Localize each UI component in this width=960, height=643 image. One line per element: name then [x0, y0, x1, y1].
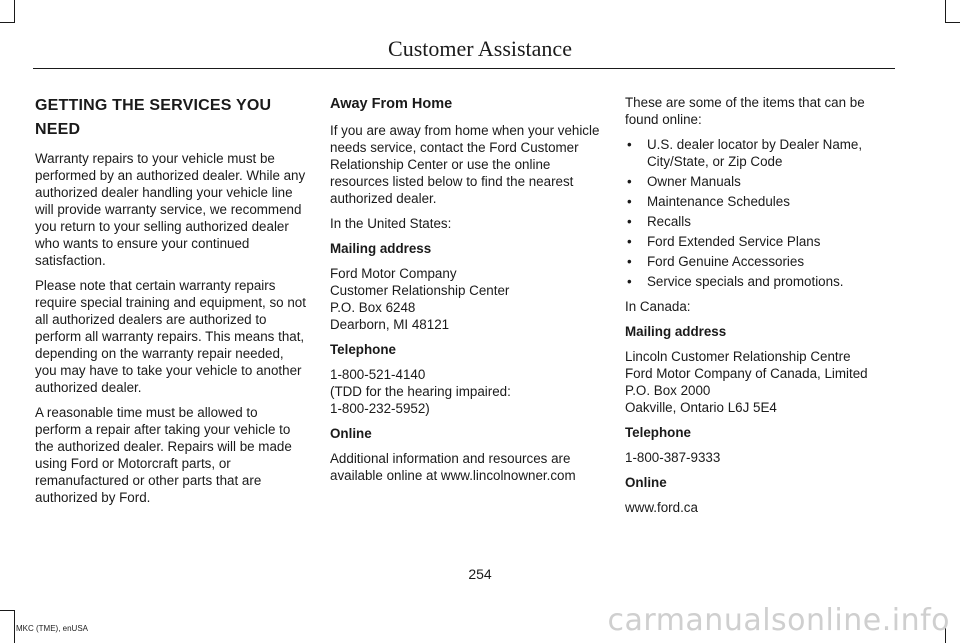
telephone-line: (TDD for the hearing impaired: — [330, 384, 511, 399]
column-left — [35, 94, 307, 514]
telephone-number: 1-800-387-9333 — [625, 450, 721, 465]
list-item: • Owner Manuals — [627, 174, 741, 189]
list-item: • Service specials and promotions. — [627, 274, 844, 289]
crop-mark-top-left — [14, 0, 15, 22]
telephone-label: Telephone — [330, 342, 396, 357]
header-rule — [33, 68, 895, 69]
bullet-icon: • — [627, 194, 632, 209]
address-line: P.O. Box 6248 — [330, 300, 416, 315]
online-items-list — [625, 136, 895, 290]
crop-mark-bottom-left — [14, 610, 15, 643]
crop-mark-top-left — [0, 22, 15, 23]
bullet-icon: • — [627, 234, 632, 249]
column-middle — [330, 94, 605, 492]
section-heading: GETTING THE SERVICES YOU NEED — [35, 97, 272, 138]
address-line: Oakville, Ontario L6J 5E4 — [625, 400, 777, 415]
region-label: In Canada: — [625, 299, 691, 314]
address-line: Ford Motor Company — [330, 266, 457, 281]
list-item: • Maintenance Schedules — [627, 194, 790, 209]
address-line: Customer Relationship Center — [330, 283, 510, 298]
telephone-line: 1-800-232-5952) — [330, 401, 430, 416]
column-right — [625, 94, 895, 524]
online-text: www.ford.ca — [625, 500, 698, 515]
address-line: Dearborn, MI 48121 — [330, 317, 450, 332]
online-label: Online — [330, 426, 372, 441]
crop-mark-top-right — [945, 22, 960, 23]
bullet-icon: • — [627, 214, 632, 229]
address-line: P.O. Box 2000 — [625, 383, 711, 398]
page-title: Customer Assistance — [388, 36, 572, 61]
mailing-address — [625, 348, 895, 416]
page-number: 254 — [468, 566, 492, 582]
crop-mark-top-right — [945, 0, 946, 22]
address-line: Lincoln Customer Relationship Centre — [625, 349, 851, 364]
bullet-icon: • — [627, 137, 632, 152]
mailing-address-label: Mailing address — [330, 241, 432, 256]
section-heading: Away From Home — [330, 96, 453, 112]
crop-mark-bottom-left — [0, 610, 15, 611]
bullet-icon: • — [627, 174, 632, 189]
paragraph: Warranty repairs to your vehicle must be performed by an authorized dealer. While any authorized dealer handling your vehicle line will provide warranty service, we recommend you return to your selling authorized dealer who wants to ensure your continued satisfaction. — [35, 151, 306, 268]
paragraph: Please note that certain warranty repairs require special training and equipment, so not all authorized dealers are authorized to perform all warranty repairs. This means that, depending on the warranty repair needed, you may have to take your vehicle to another authorized dealer. — [35, 278, 306, 395]
paragraph: These are some of the items that can be found online: — [625, 95, 865, 127]
online-text: Additional information and resources are available online at www.lincolnowner.com — [330, 451, 576, 483]
list-item: • Recalls — [627, 214, 691, 229]
list-item: • Ford Extended Service Plans — [627, 234, 821, 249]
footer-code: MKC (TME), enUSA — [16, 624, 89, 633]
address-line: Ford Motor Company of Canada, Limited — [625, 366, 868, 381]
watermark: carmanualsonline.info — [607, 603, 950, 638]
paragraph: A reasonable time must be allowed to perform a repair after taking your vehicle to the authorized dealer. Repairs will be made using Ford or Motorcraft parts, or remanufactured or other parts that are authorized by Ford. — [35, 405, 292, 505]
mailing-address — [330, 265, 605, 333]
telephone-label: Telephone — [625, 425, 691, 440]
bullet-icon: • — [627, 274, 632, 289]
telephone-line: 1-800-521-4140 — [330, 367, 426, 382]
list-item: • Ford Genuine Accessories — [627, 254, 805, 269]
paragraph: If you are away from home when your vehicle needs service, contact the Ford Customer Relationship Center or use the online resources listed below to find the nearest authorized dealer. — [330, 123, 600, 206]
bullet-icon: • — [627, 254, 632, 269]
mailing-address-label: Mailing address — [625, 324, 727, 339]
telephone-block — [330, 366, 605, 417]
region-label: In the United States: — [330, 216, 452, 231]
online-label: Online — [625, 475, 667, 490]
list-item: • U.S. dealer locator by Dealer Name, City/State, or Zip Code — [627, 137, 863, 169]
